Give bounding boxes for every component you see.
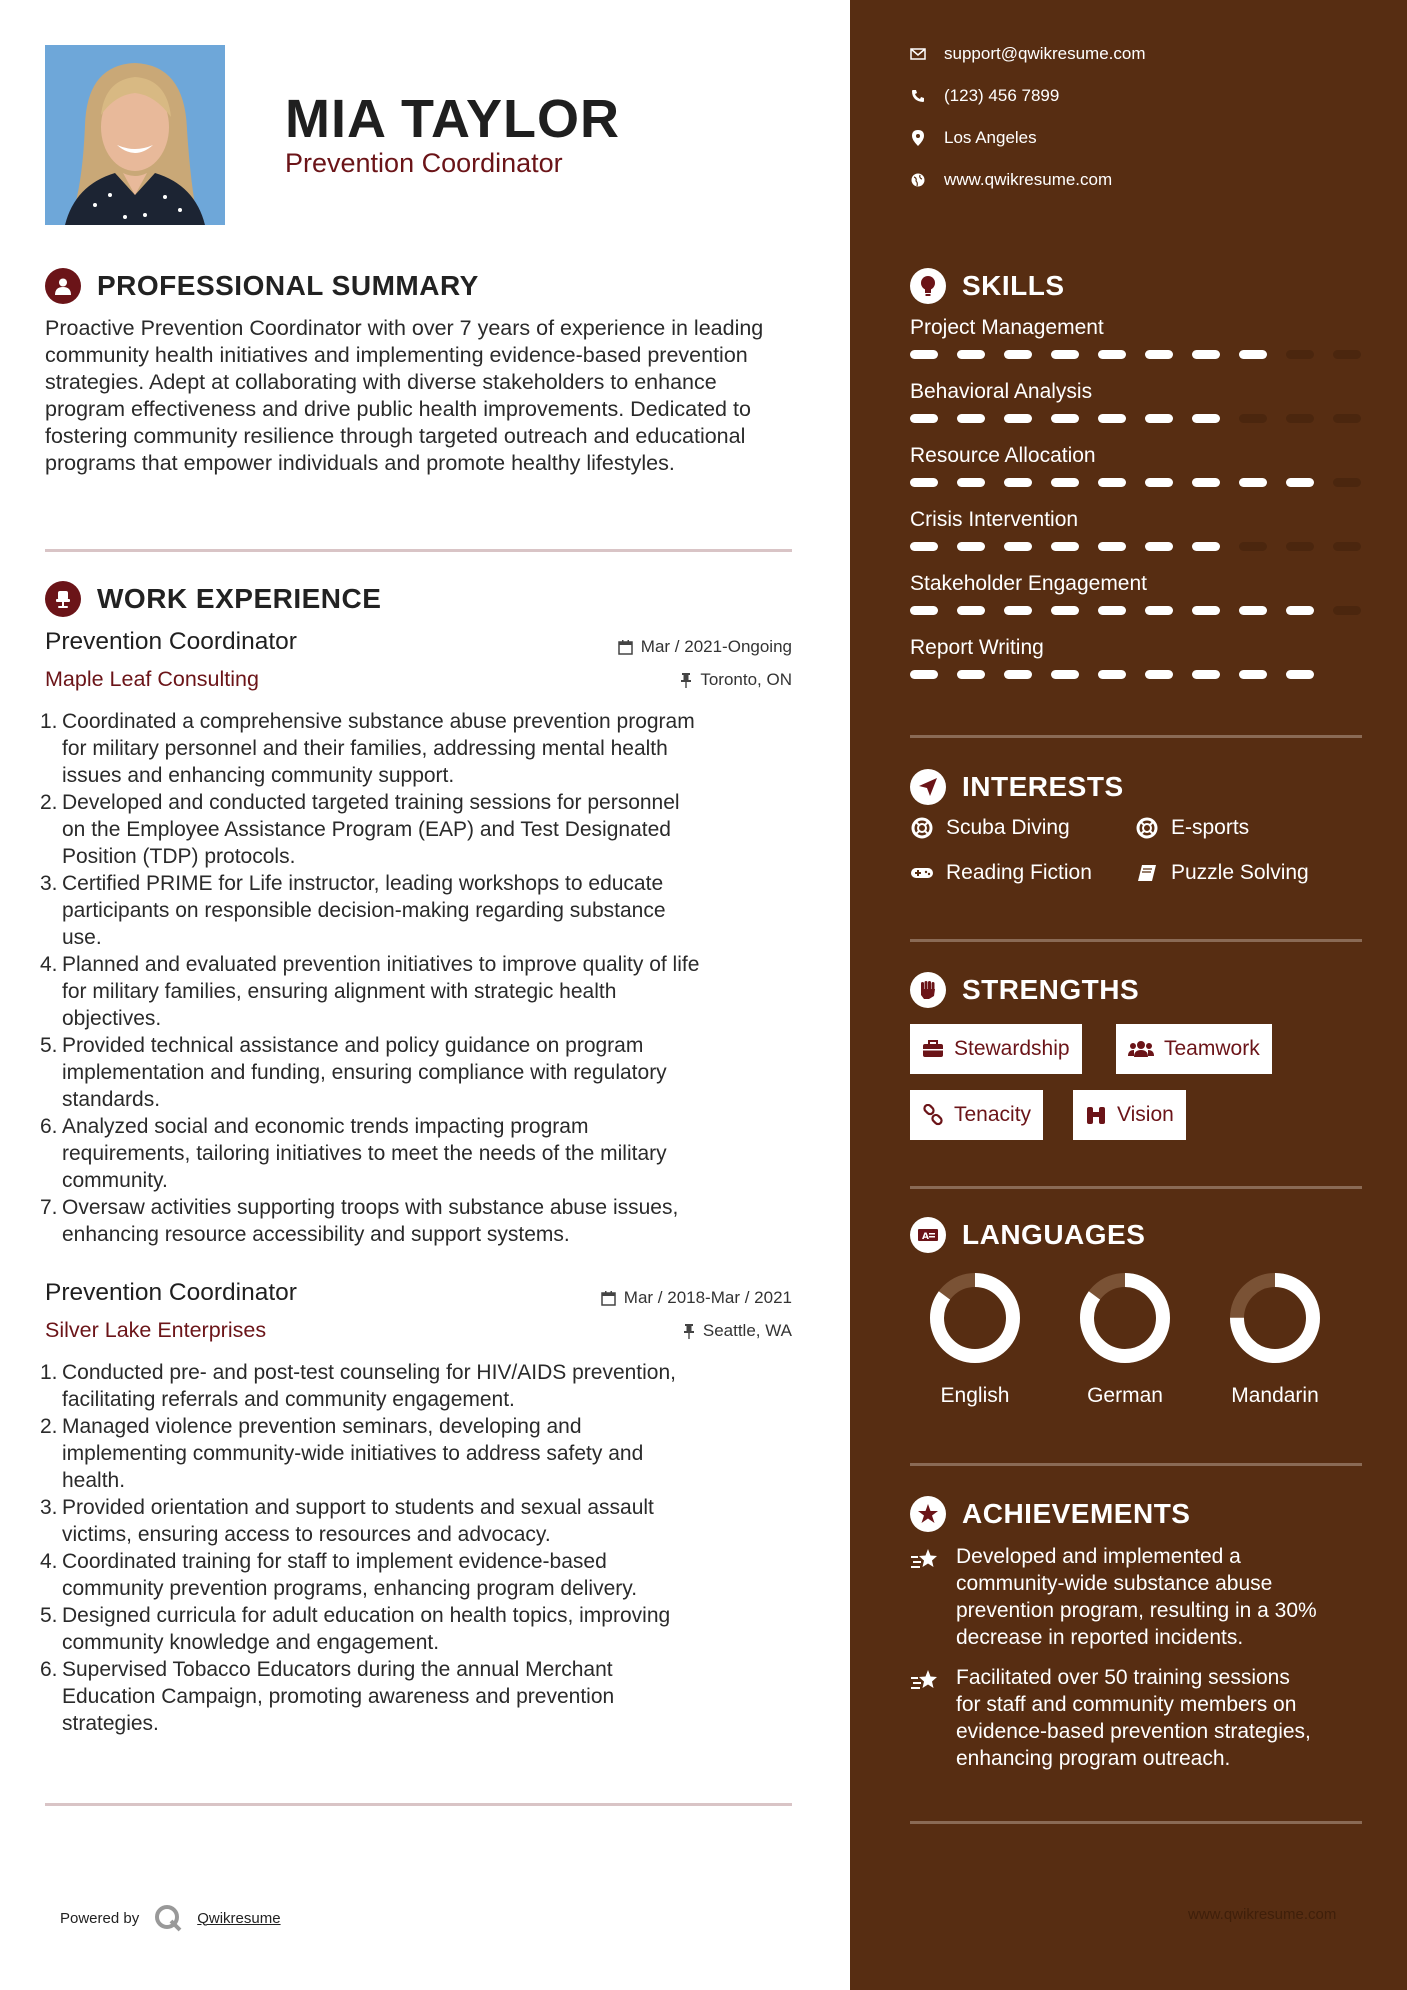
skill-dash: [1286, 542, 1314, 551]
duty-text: facilitating referrals and community engagement.: [62, 1388, 515, 1411]
duty-text: Provided technical assistance and policy guidance on program: [62, 1034, 644, 1057]
divider: [45, 1803, 792, 1806]
duty-text: enhancing resource accessibility and support systems.: [62, 1223, 570, 1246]
job-duty-line: [40, 924, 800, 951]
link-icon: [922, 1104, 944, 1126]
duty-number: [40, 924, 62, 951]
powered-by-label: Powered by: [60, 1909, 140, 1927]
skill-dash: [957, 478, 985, 487]
duty-text: objectives.: [62, 1007, 162, 1030]
strengths-title: STRENGTHS: [962, 974, 1140, 1005]
job-duty-line: [40, 1575, 800, 1602]
skill-dash: [1192, 606, 1220, 615]
skill-name: Crisis Intervention: [910, 508, 1079, 531]
summary-heading: [45, 268, 479, 304]
skill-dash: [910, 478, 938, 487]
book-icon: [1135, 861, 1159, 885]
job-dates: [601, 1288, 792, 1308]
job-location-text: Seattle, WA: [702, 1321, 792, 1340]
star-badge-icon: [910, 1496, 946, 1532]
envelope-icon: [910, 46, 926, 62]
achievement-item: [910, 1543, 1380, 1651]
skill-dash: [1333, 606, 1361, 615]
binoculars-icon: [1085, 1105, 1107, 1125]
skill-dash: [1098, 414, 1126, 423]
divider: [910, 1463, 1362, 1466]
experience-heading: [45, 581, 381, 617]
job-title: Prevention Coordinator: [45, 1279, 297, 1306]
job-duty-line: [40, 1494, 800, 1521]
strength-label: Vision: [1117, 1103, 1174, 1126]
skill-name: Resource Allocation: [910, 444, 1096, 467]
strength-label: Stewardship: [954, 1037, 1070, 1060]
job-duty-line: [40, 870, 800, 897]
pin-icon: [680, 673, 692, 688]
duty-text: participants on responsible decision-making regarding substance: [62, 899, 666, 922]
skill-dash: [1145, 542, 1173, 551]
job-duty-line: [40, 1710, 800, 1737]
contact-email-text: support@qwikresume.com: [944, 44, 1146, 63]
duty-number: [40, 978, 62, 1005]
duty-number: [40, 1167, 62, 1194]
duty-number: [40, 1440, 62, 1467]
job-duty-line: [40, 1032, 800, 1059]
duty-number: [40, 762, 62, 789]
skills-heading: [910, 268, 1065, 304]
job-duty-line: [40, 897, 800, 924]
achievement-line: decrease in reported incidents.: [956, 1626, 1244, 1649]
phone-icon: [910, 88, 926, 104]
divider: [910, 1186, 1362, 1189]
briefcase-icon: [922, 1040, 944, 1058]
contact-location: [910, 128, 1037, 148]
lightbulb-icon: [910, 268, 946, 304]
job-location: [683, 1321, 792, 1341]
duty-number: 6.: [40, 1658, 58, 1681]
skill-name: Report Writing: [910, 636, 1044, 659]
interest-item: [910, 816, 1070, 840]
achievement-text: [956, 1664, 1311, 1772]
pin-icon: [683, 1324, 695, 1339]
duty-number: 4.: [40, 1550, 58, 1573]
shooting-star-icon: [910, 1543, 940, 1651]
user-icon: [45, 268, 81, 304]
duty-text: implementing community-wide initiatives to address safety and: [62, 1442, 644, 1465]
achievements-title: ACHIEVEMENTS: [962, 1498, 1191, 1529]
job-dates-text: Mar / 2018-Mar / 2021: [623, 1288, 792, 1307]
interest-item: [1135, 816, 1249, 840]
skill-dash: [957, 350, 985, 359]
job-duties-list: [40, 708, 800, 1248]
skill-dash: [1051, 542, 1079, 551]
skill-dash: [1239, 542, 1267, 551]
job-location: [680, 670, 792, 690]
job-duty-line: [40, 1629, 800, 1656]
skill-dash: [1004, 478, 1032, 487]
duty-number: 7.: [40, 1196, 58, 1219]
strength-label: Teamwork: [1164, 1037, 1260, 1060]
skill-level-bar: [910, 478, 1361, 487]
summary-title: PROFESSIONAL SUMMARY: [97, 270, 479, 301]
duty-text: standards.: [62, 1088, 161, 1111]
job-duty-line: [40, 978, 800, 1005]
job-duty-line: [40, 1113, 800, 1140]
skill-dash: [1051, 606, 1079, 615]
skill-dash: [1098, 478, 1126, 487]
duty-number: [40, 1386, 62, 1413]
skill-dash: [957, 414, 985, 423]
duty-number: 3.: [40, 1496, 58, 1519]
job-duty-line: [40, 1467, 800, 1494]
duty-text: community.: [62, 1169, 168, 1192]
achievement-line: prevention program, resulting in a 30%: [956, 1599, 1317, 1622]
skill-dash: [1145, 350, 1173, 359]
interest-label: Scuba Diving: [946, 816, 1070, 839]
skill-level-bar: [910, 350, 1361, 359]
job-duty-line: [40, 1167, 800, 1194]
skill-dash: [1286, 606, 1314, 615]
job-duty-line: [40, 951, 800, 978]
divider: [910, 735, 1362, 738]
language-proficiency-ring: [1225, 1268, 1325, 1368]
achievement-line: enhancing program outreach.: [956, 1747, 1231, 1770]
summary-text: Proactive Prevention Coordinator with over 7 years of experience in leading community health initiatives and implementing evidence-based prevention strategies. Adept at collaborating with diverse stakeholders to enhance program effectiveness and drive public health improvements. Dedicated to fostering community resilience through targeted outreach and educational programs that empower individuals and promote healthy lifestyles.: [45, 316, 764, 475]
job-duty-line: [40, 789, 800, 816]
duty-number: 5.: [40, 1604, 58, 1627]
fist-icon: [910, 972, 946, 1008]
interest-label: Puzzle Solving: [1171, 861, 1309, 884]
experience-title: WORK EXPERIENCE: [97, 583, 382, 614]
interests-heading: [910, 769, 1124, 805]
skill-dash: [1004, 606, 1032, 615]
skill-dash: [1098, 606, 1126, 615]
duty-text: Managed violence prevention seminars, developing and: [62, 1415, 582, 1438]
qwikresume-link[interactable]: Qwikresume: [197, 1909, 281, 1927]
divider: [910, 939, 1362, 942]
shooting-star-icon: [910, 1664, 940, 1772]
skill-dash: [910, 542, 938, 551]
svg-text:A: A: [922, 1232, 929, 1242]
skill-dash: [1192, 670, 1220, 679]
skill-dash: [1051, 478, 1079, 487]
skill-dash: [1051, 350, 1079, 359]
duty-text: Conducted pre- and post-test counseling for HIV/AIDS prevention,: [62, 1361, 677, 1384]
qwikresume-logo-icon: [153, 1903, 183, 1933]
skill-dash: [1051, 670, 1079, 679]
contact-location-text: Los Angeles: [944, 128, 1037, 147]
achievement-line: Developed and implemented a: [956, 1545, 1241, 1568]
job-company: Maple Leaf Consulting: [45, 667, 259, 691]
skill-dash: [1239, 414, 1267, 423]
skill-dash: [1051, 414, 1079, 423]
strengths-heading: [910, 972, 1139, 1008]
duty-text: health.: [62, 1469, 126, 1492]
achievement-line: evidence-based prevention strategies,: [956, 1720, 1311, 1743]
contact-phone-text: (123) 456 7899: [944, 86, 1060, 105]
duty-text: Provided orientation and support to students and sexual assault: [62, 1496, 654, 1519]
duty-text: community prevention programs, enhancing program delivery.: [62, 1577, 638, 1600]
skill-dash: [1192, 414, 1220, 423]
languages-title: LANGUAGES: [962, 1219, 1146, 1250]
duty-number: 5.: [40, 1034, 58, 1057]
contact-website: [910, 170, 1112, 190]
job-duties-list: [40, 1359, 800, 1737]
skill-dash: [1286, 478, 1314, 487]
lifebuoy-icon: [1135, 816, 1159, 840]
achievement-line: community-wide substance abuse: [956, 1572, 1273, 1595]
achievement-line: Facilitated over 50 training sessions: [956, 1666, 1290, 1689]
duty-text: Oversaw activities supporting troops with substance abuse issues,: [62, 1196, 679, 1219]
divider: [910, 1821, 1362, 1824]
paper-plane-icon: [910, 769, 946, 805]
duty-number: 6.: [40, 1115, 58, 1138]
duty-number: 2.: [40, 791, 58, 814]
duty-number: [40, 1059, 62, 1086]
candidate-name: MIA TAYLOR: [285, 89, 621, 149]
candidate-role: Prevention Coordinator: [285, 148, 563, 178]
skill-dash: [910, 414, 938, 423]
duty-text: Certified PRIME for Life instructor, leading workshops to educate: [62, 872, 664, 895]
duty-text: issues and enhancing community support.: [62, 764, 455, 787]
skill-dash: [1098, 542, 1126, 551]
contact-email: [910, 44, 1146, 64]
skill-level-bar: [910, 542, 1361, 551]
duty-text: on the Employee Assistance Program (EAP) and Test Designated: [62, 818, 671, 841]
skill-dash: [1098, 670, 1126, 679]
lifebuoy-icon: [910, 816, 934, 840]
duty-number: 3.: [40, 872, 58, 895]
skill-dash: [910, 670, 938, 679]
skill-dash: [1004, 542, 1032, 551]
job-duty-line: [40, 1140, 800, 1167]
duty-text: Developed and conducted targeted training sessions for personnel: [62, 791, 680, 814]
skill-dash: [1004, 670, 1032, 679]
skill-dash: [1192, 350, 1220, 359]
duty-text: Designed curricula for adult education on health topics, improving: [62, 1604, 671, 1627]
duty-text: requirements, tailoring initiatives to meet the needs of the military: [62, 1142, 667, 1165]
duty-text: for military personnel and their families, addressing mental health: [62, 737, 668, 760]
language-proficiency-ring: [925, 1268, 1025, 1368]
job-dates: [618, 637, 792, 657]
powered-by: [60, 1903, 281, 1933]
job-duty-line: [40, 1656, 800, 1683]
job-duty-line: [40, 1221, 800, 1248]
job-duty-line: [40, 1386, 800, 1413]
job-duty-line: [40, 1005, 800, 1032]
strength-tag: [1116, 1024, 1272, 1074]
skill-dash: [1333, 478, 1361, 487]
skill-dash: [1239, 670, 1267, 679]
sidebar: [850, 0, 1407, 1990]
skills-title: SKILLS: [962, 270, 1065, 301]
users-icon: [1128, 1040, 1154, 1058]
skill-dash: [1239, 606, 1267, 615]
skill-dash: [1239, 478, 1267, 487]
contact-phone: [910, 86, 1059, 106]
job-duty-line: [40, 1194, 800, 1221]
duty-number: [40, 1629, 62, 1656]
job-duty-line: [40, 1521, 800, 1548]
duty-number: [40, 735, 62, 762]
duty-number: [40, 897, 62, 924]
duty-text: Planned and evaluated prevention initiatives to improve quality of life: [62, 953, 700, 976]
skill-dash: [1145, 670, 1173, 679]
skill-dash: [1192, 542, 1220, 551]
duty-text: Education Campaign, promoting awareness and prevention: [62, 1685, 615, 1708]
skill-dash: [1333, 542, 1361, 551]
job-dates-text: Mar / 2021-Ongoing: [640, 637, 792, 656]
duty-text: Coordinated training for staff to implement evidence-based: [62, 1550, 607, 1573]
duty-text: Supervised Tobacco Educators during the annual Merchant: [62, 1658, 613, 1681]
skill-dash: [1145, 478, 1173, 487]
skill-dash: [957, 606, 985, 615]
skill-dash: [1239, 350, 1267, 359]
duty-text: Coordinated a comprehensive substance abuse prevention program: [62, 710, 695, 733]
duty-number: 1.: [40, 710, 58, 733]
job-duty-line: [40, 708, 800, 735]
achievement-item: [910, 1664, 1380, 1772]
skill-dash: [1333, 350, 1361, 359]
skill-dash: [1004, 350, 1032, 359]
duty-number: [40, 1521, 62, 1548]
skill-dash: [1286, 414, 1314, 423]
duty-number: [40, 1575, 62, 1602]
achievement-text: [956, 1543, 1317, 1651]
job-duty-line: [40, 1683, 800, 1710]
skill-level-bar: [910, 414, 1361, 423]
language-proficiency-ring: [1075, 1268, 1175, 1368]
skill-dash: [1145, 606, 1173, 615]
job-duty-line: [40, 1059, 800, 1086]
duty-number: [40, 1086, 62, 1113]
divider: [45, 549, 792, 552]
job-company: Silver Lake Enterprises: [45, 1318, 267, 1342]
job-duty-line: [40, 1440, 800, 1467]
globe-icon: [910, 172, 926, 188]
skill-dash: [957, 542, 985, 551]
duty-number: [40, 1710, 62, 1737]
duty-number: [40, 1683, 62, 1710]
language-name: German: [1087, 1384, 1163, 1407]
strength-label: Tenacity: [954, 1103, 1032, 1126]
duty-number: 1.: [40, 1361, 58, 1384]
duty-text: Analyzed social and economic trends impacting program: [62, 1115, 589, 1138]
skill-dash: [910, 606, 938, 615]
job-duty-line: [40, 735, 800, 762]
sidebar-footer-website: www.qwikresume.com: [1188, 1906, 1337, 1923]
skill-name: Project Management: [910, 316, 1104, 339]
skill-dash: [1286, 670, 1314, 679]
language-icon: [910, 1217, 946, 1253]
office-chair-icon: [45, 581, 81, 617]
duty-number: [40, 1005, 62, 1032]
duty-text: community knowledge and engagement.: [62, 1631, 440, 1654]
skill-dash: [910, 350, 938, 359]
skill-dash: [1192, 478, 1220, 487]
duty-text: strategies.: [62, 1712, 159, 1735]
skill-dash: [1004, 414, 1032, 423]
duty-text: implementation and funding, ensuring compliance with regulatory: [62, 1061, 667, 1084]
achievements-heading: [910, 1496, 1190, 1532]
interest-item: [910, 861, 1092, 885]
job-duty-line: [40, 1548, 800, 1575]
duty-number: [40, 843, 62, 870]
interest-item: [1135, 861, 1309, 885]
duty-number: [40, 1140, 62, 1167]
achievement-line: for staff and community members on: [956, 1693, 1297, 1716]
contact-website-text[interactable]: www.qwikresume.com: [944, 170, 1113, 189]
language-name: Mandarin: [1231, 1384, 1319, 1407]
skill-name: Behavioral Analysis: [910, 380, 1093, 403]
skill-level-bar: [910, 670, 1314, 679]
gamepad-icon: [910, 861, 934, 885]
job-duty-line: [40, 816, 800, 843]
duty-text: for military families, ensuring alignment with strategic health: [62, 980, 617, 1003]
interests-title: INTERESTS: [962, 771, 1124, 802]
strength-tag: [910, 1024, 1082, 1074]
interest-label: Reading Fiction: [946, 861, 1092, 884]
duty-text: use.: [62, 926, 102, 949]
job-location-text: Toronto, ON: [700, 670, 792, 689]
duty-number: [40, 1467, 62, 1494]
skill-level-bar: [910, 606, 1361, 615]
skill-dash: [1333, 414, 1361, 423]
languages-heading: [910, 1217, 1145, 1253]
job-duty-line: [40, 1602, 800, 1629]
strength-tag: [910, 1090, 1043, 1140]
calendar-icon: [601, 1291, 616, 1306]
skill-dash: [957, 670, 985, 679]
duty-number: 2.: [40, 1415, 58, 1438]
job-duty-line: [40, 762, 800, 789]
location-pin-icon: [910, 130, 926, 146]
job-duty-line: [40, 1413, 800, 1440]
duty-text: Position (TDP) protocols.: [62, 845, 296, 868]
skill-dash: [1286, 350, 1314, 359]
job-title: Prevention Coordinator: [45, 628, 297, 655]
skill-dash: [1145, 414, 1173, 423]
duty-number: [40, 816, 62, 843]
duty-text: victims, ensuring access to resources and advocacy.: [62, 1523, 551, 1546]
job-duty-line: [40, 1359, 800, 1386]
skill-dash: [1098, 350, 1126, 359]
job-duty-line: [40, 1086, 800, 1113]
language-name: English: [940, 1384, 1010, 1407]
skill-name: Stakeholder Engagement: [910, 572, 1147, 595]
strength-tag: [1073, 1090, 1186, 1140]
profile-photo: [45, 45, 225, 225]
duty-number: 4.: [40, 953, 58, 976]
interest-label: E-sports: [1171, 816, 1250, 839]
calendar-icon: [618, 640, 633, 655]
duty-number: [40, 1221, 62, 1248]
job-duty-line: [40, 843, 800, 870]
